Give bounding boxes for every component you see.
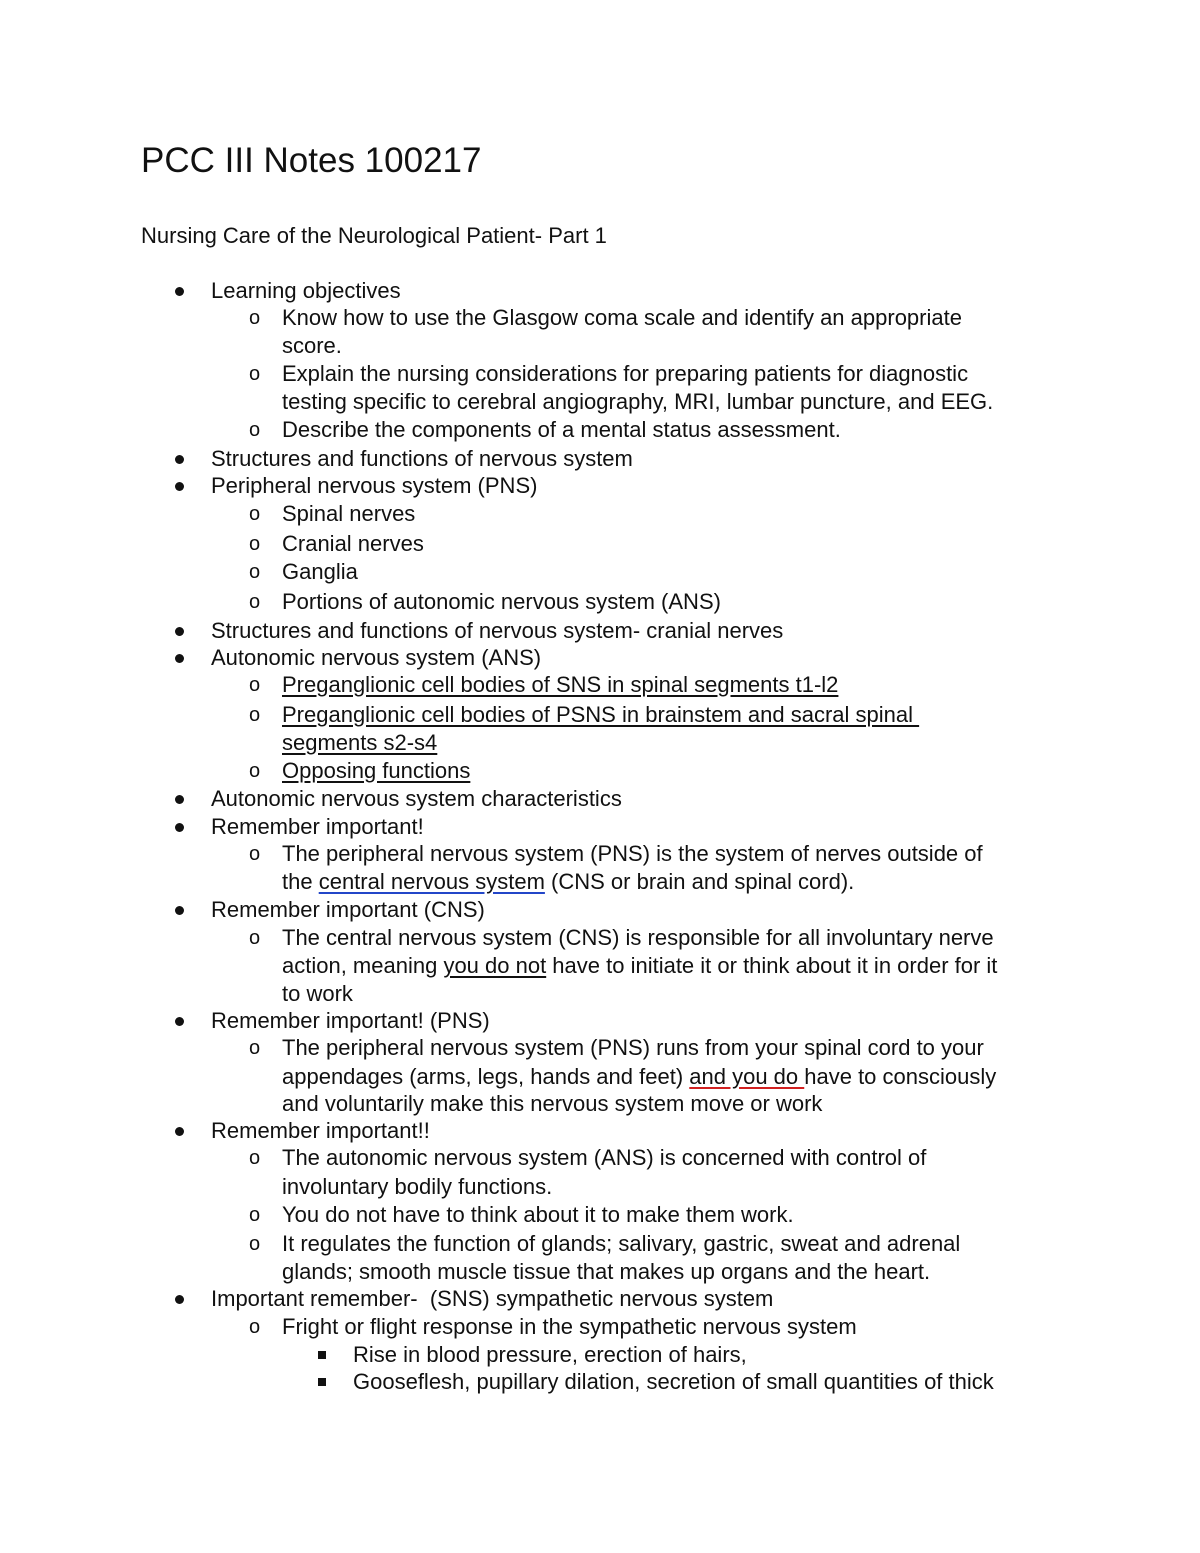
bullet-icon: [175, 1117, 187, 1145]
bullet-icon: [175, 472, 187, 500]
square-bullet-icon: [318, 1341, 328, 1369]
central-nervous-system-link[interactable]: central nervous system: [318, 869, 545, 894]
hollow-bullet-icon: o: [249, 760, 261, 782]
hollow-bullet-icon: o: [249, 503, 261, 525]
hollow-bullet-icon: o: [249, 561, 261, 583]
hollow-bullet-icon: o: [249, 591, 261, 613]
hollow-bullet-icon: o: [249, 363, 261, 385]
hollow-bullet-icon: o: [249, 307, 261, 329]
bullet-icon: [175, 896, 187, 924]
bullet-icon: [175, 1007, 187, 1035]
hollow-bullet-icon: o: [249, 674, 261, 696]
hollow-bullet-icon: o: [249, 1037, 261, 1059]
bullet-icon: [175, 445, 187, 473]
hollow-bullet-icon: o: [249, 533, 261, 555]
hollow-bullet-icon: o: [249, 419, 261, 441]
hollow-bullet-icon: o: [249, 1233, 261, 1255]
hollow-bullet-icon: o: [249, 704, 261, 726]
document-page: PCC III Notes 100217 Nursing Care of the Neurological Patient- Part 1 Learning objectives o Know how to use the Glasgow coma scale and identify an appropriate score. o Explain the nursing considerations for preparing patients for diagnostic testing specific to cerebral angiography, MRI, lumbar puncture, and EEG. o Describe the components of a mental status assessment. Structures and functions of nervous system Peripheral nervous system (PNS) o Spinal nerves o Cranial nerves o Ganglia o Portions of autonomic nervous system (ANS) Structures and functions of nervous system- cranial nerves Autonomic nervous system (ANS) o Preganglionic cell bodies of SNS in spinal segments t1-l2 o Preganglionic cell bodies of PSNS in brainstem and sacral spinal segments s2-s4 o Opposing functions Autonomic nervous system characteristics Remember important! o The peripheral nervous system (PNS) is the system of nerves outside of the central nervous system (CNS or brain and spinal cord). Remember important (CNS) o The central nervous system (CNS) is responsible for all involuntary nerve action, meaning you do not have to initiate it or think about it in order for it to work Remember important! (PNS) o The peripheral nervous system (PNS) runs from your spinal cord to your appendages (arms, legs, hands and feet) and you do have to consciously and voluntarily make this nervous system move or work Remember important!! o The autonomic nervous system (ANS) is concerned with control of involuntary bodily functions. o You do not have to think about it to make them work. o It regulates the function of glands; salivary, gastric, sweat and adrenal glands; smooth muscle tissue that makes up organs and the heart. Important remember- (SNS) sympathetic nervous system o Fright or flight response in the sympathetic nervous system Rise in blood pressure, erection of hairs, Gooseflesh, pupillary dilation, secretion of small quantities of thick: [0, 0, 1200, 1553]
bullet-icon: [175, 813, 187, 841]
bullet-icon: [175, 277, 187, 305]
hollow-bullet-icon: o: [249, 843, 261, 865]
section-subtitle: Nursing Care of the Neurological Patient- Part 1: [141, 223, 607, 248]
page-title: PCC III Notes 100217: [141, 141, 482, 180]
bullet-icon: [175, 644, 187, 672]
hollow-bullet-icon: o: [249, 927, 261, 949]
bullet-icon: [175, 1285, 187, 1313]
hollow-bullet-icon: o: [249, 1147, 261, 1169]
hollow-bullet-icon: o: [249, 1316, 261, 1338]
hollow-bullet-icon: o: [249, 1204, 261, 1226]
bullet-icon: [175, 617, 187, 645]
bullet-icon: [175, 785, 187, 813]
square-bullet-icon: [318, 1368, 328, 1396]
